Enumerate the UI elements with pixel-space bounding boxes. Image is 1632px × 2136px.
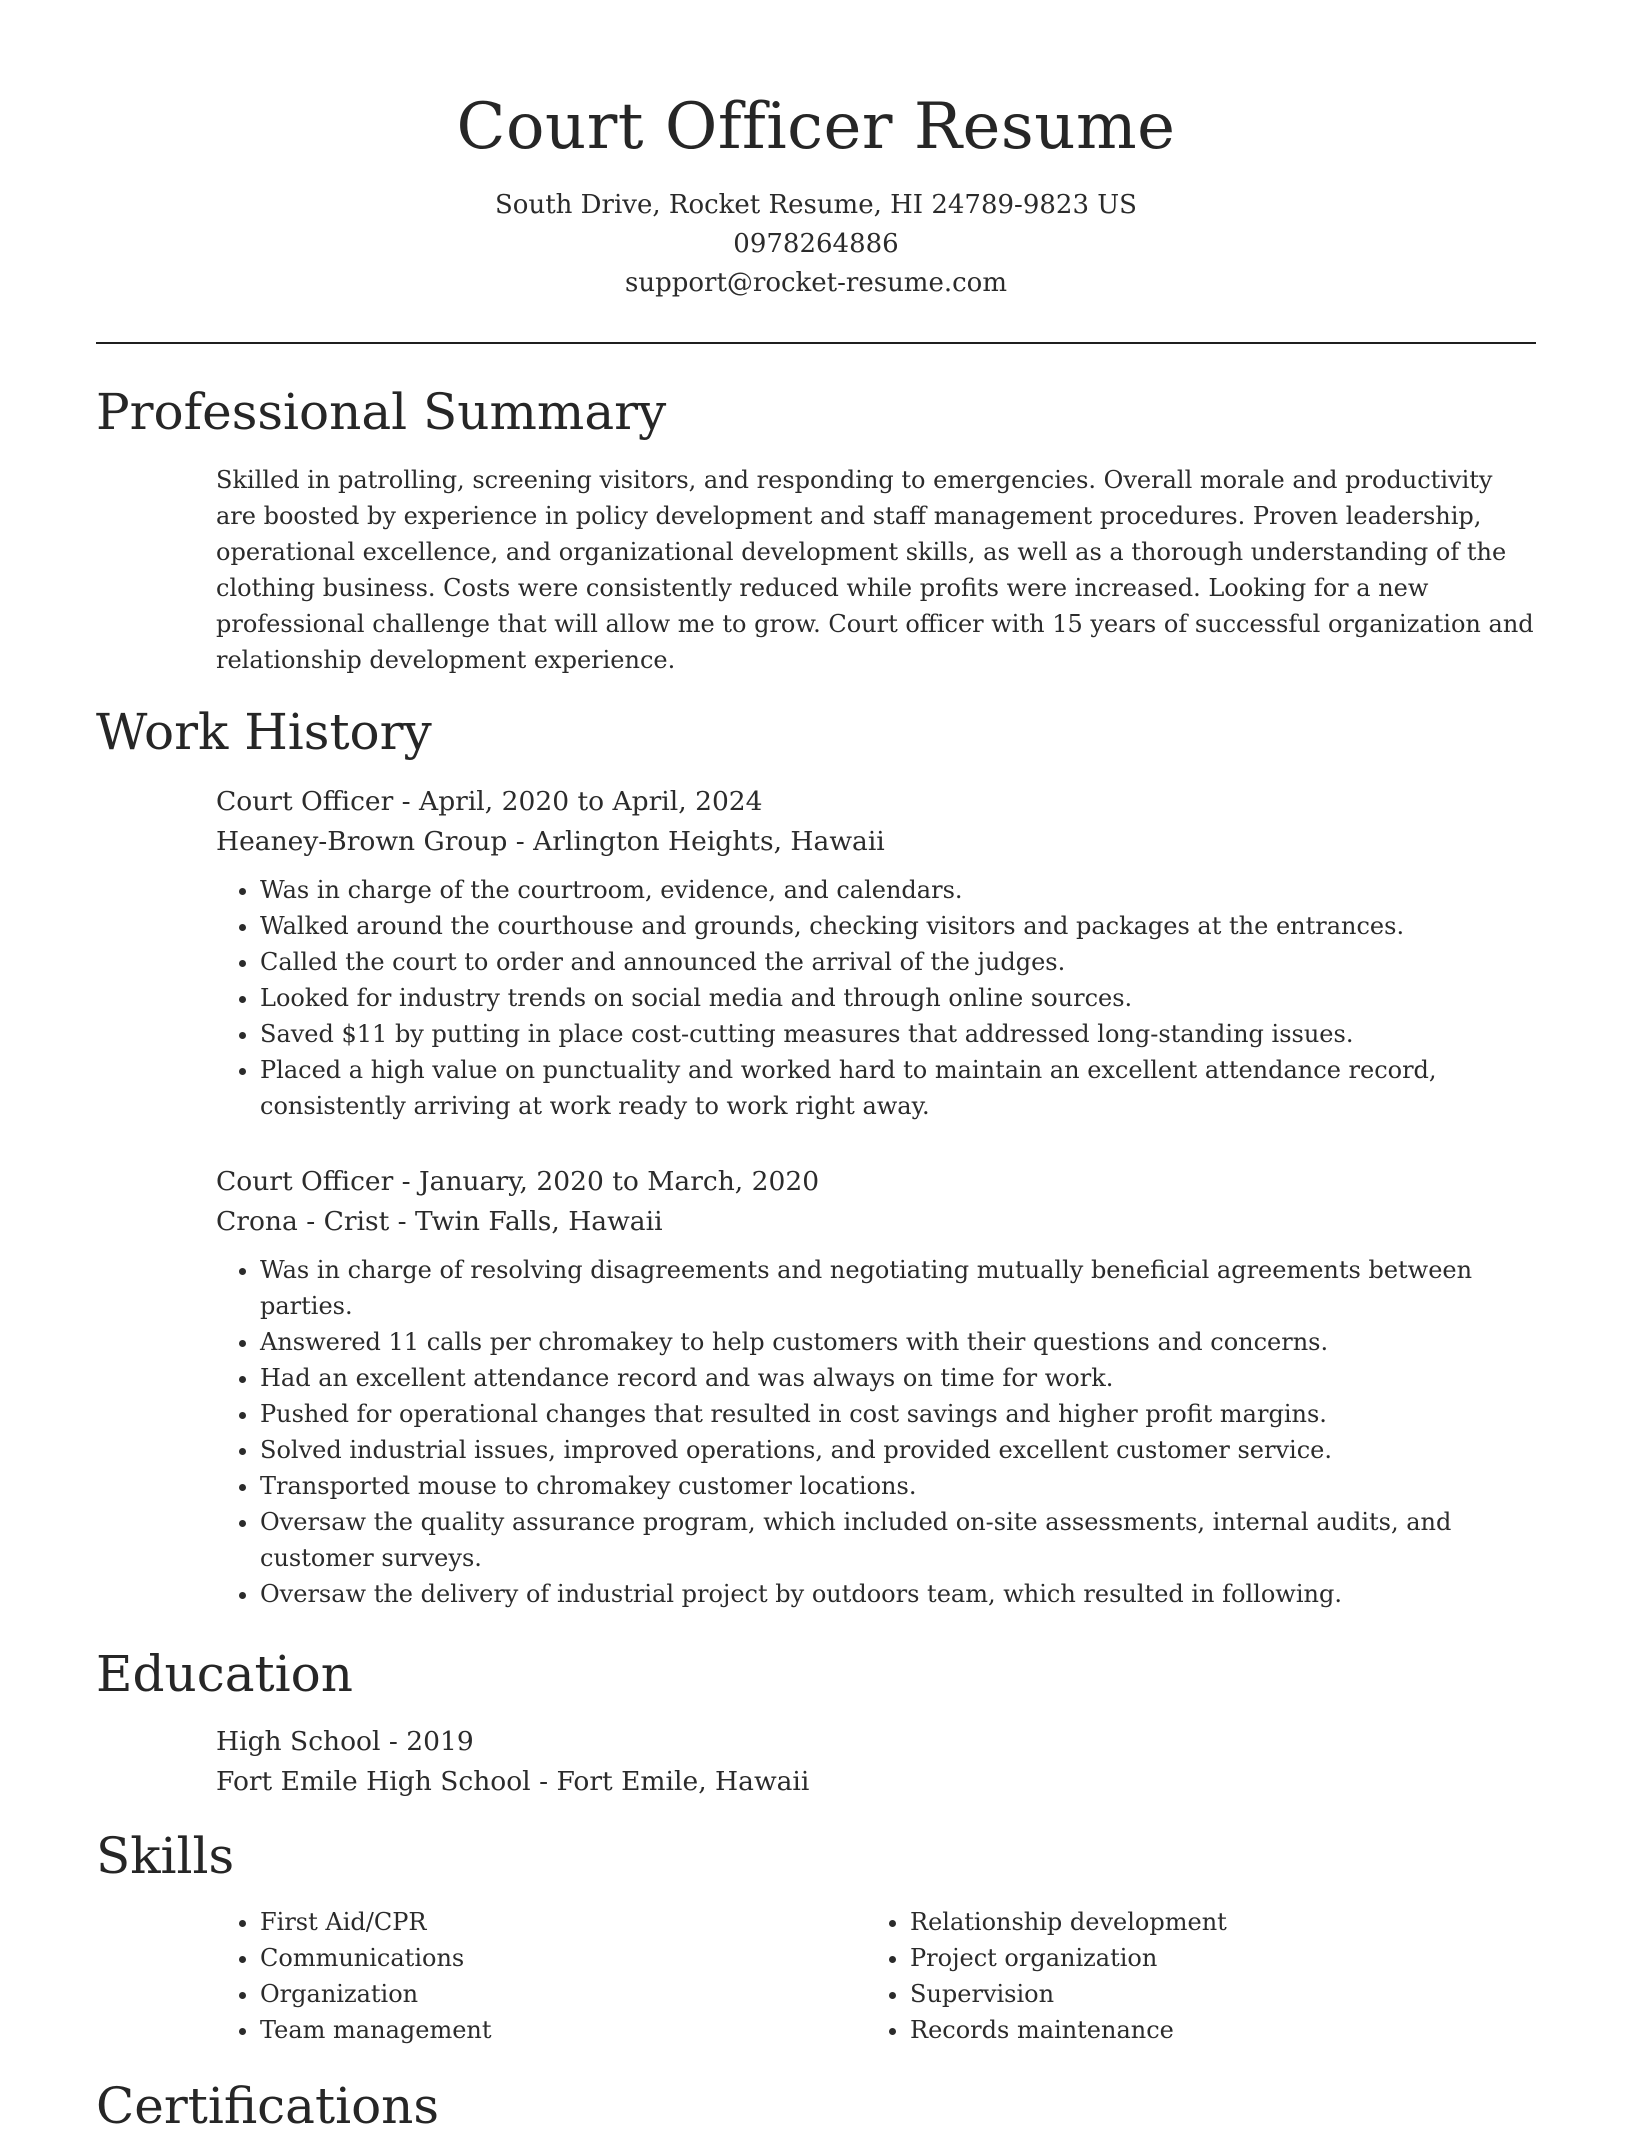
contact-address: South Drive, Rocket Resume, HI 24789-9823 US xyxy=(495,190,1137,220)
resume-header xyxy=(0,82,1632,303)
job-duty: • Had an excellent attendance record and was always on time for work. xyxy=(260,1360,1536,1396)
contact-phone: 0978264886 xyxy=(733,229,899,259)
skills-section xyxy=(216,1904,1536,2064)
education-entry xyxy=(216,1722,1536,1802)
job-duty: • Answered 11 calls per chromakey to help customers with their questions and concerns. xyxy=(260,1324,1536,1360)
skill-item: • Organization xyxy=(260,1976,836,2012)
education-heading: Education xyxy=(96,1645,353,1703)
job-duties-list xyxy=(216,1252,1536,1612)
job-title-line: Court Officer - April, 2020 to April, 2024 xyxy=(216,786,763,817)
summary-text: Skilled in patrolling, screening visitors, and responding to emergencies. Overall morale and productivity are boosted by experience in policy development and staff management procedures. Proven leadership, operational excellence, and organizational development skills, as well as a thorough understanding of the clothing business. Costs were consistently reduced while profits were increased. Looking for a new professional challenge that will allow me to grow. Court officer with 15 years of successful organization and relationship development experience. xyxy=(216,466,1534,674)
skills-column-left xyxy=(216,1904,836,2048)
job-company-line: Heaney-Brown Group - Arlington Heights, Hawaii xyxy=(216,826,885,857)
job-duty: • Was in charge of resolving disagreements and negotiating mutually beneficial agreements between parties. xyxy=(260,1252,1536,1324)
contact-info xyxy=(0,186,1632,303)
skills-list-left xyxy=(216,1904,836,2048)
job-duty: • Called the court to order and announced the arrival of the judges. xyxy=(260,944,1536,980)
job-duty: • Looked for industry trends on social media and through online sources. xyxy=(260,980,1536,1016)
work-history-heading: Work History xyxy=(96,703,432,761)
job-duty: • Solved industrial issues, improved operations, and provided excellent customer service. xyxy=(260,1432,1536,1468)
job-duty: • Pushed for operational changes that resulted in cost savings and higher profit margins. xyxy=(260,1396,1536,1432)
skill-item: • Relationship development xyxy=(910,1904,1486,1940)
job-entry-2 xyxy=(216,1162,1536,1612)
job-duty: • Saved $11 by putting in place cost-cutting measures that addressed long-standing issues. xyxy=(260,1016,1536,1052)
job-company-line: Crona - Crist - Twin Falls, Hawaii xyxy=(216,1206,663,1237)
skill-item: • Project organization xyxy=(910,1940,1486,1976)
skill-item: • Records maintenance xyxy=(910,2012,1486,2048)
header-divider xyxy=(96,342,1536,344)
job-duties-list xyxy=(216,872,1536,1124)
skills-list-right xyxy=(866,1904,1486,2048)
summary-heading: Professional Summary xyxy=(96,383,667,441)
job-duty: • Oversaw the delivery of industrial project by outdoors team, which resulted in following. xyxy=(260,1576,1536,1612)
job-duty: • Placed a high value on punctuality and worked hard to maintain an excellent attendance record, consistently arriving at work ready to work right away. xyxy=(260,1052,1536,1124)
skill-item: • Communications xyxy=(260,1940,836,1976)
job-duty: • Oversaw the quality assurance program, which included on-site assessments, internal audits, and customer surveys. xyxy=(260,1504,1536,1576)
certifications-heading: Certifications xyxy=(96,2077,440,2135)
skill-item: • Supervision xyxy=(910,1976,1486,2012)
job-duty: • Walked around the courthouse and grounds, checking visitors and packages at the entrances. xyxy=(260,908,1536,944)
skill-item: • Team management xyxy=(260,2012,836,2048)
job-entry-1 xyxy=(216,782,1536,1124)
resume-title: Court Officer Resume xyxy=(456,90,1176,164)
summary-section xyxy=(216,462,1536,678)
job-duty: • Transported mouse to chromakey customer locations. xyxy=(260,1468,1536,1504)
education-degree-line: High School - 2019 xyxy=(216,1726,474,1757)
education-school-line: Fort Emile High School - Fort Emile, Hawaii xyxy=(216,1766,810,1797)
job-title-line: Court Officer - January, 2020 to March, 2020 xyxy=(216,1166,820,1197)
contact-email: support@rocket-resume.com xyxy=(624,268,1007,298)
skills-column-right xyxy=(866,1904,1486,2048)
job-duty: • Was in charge of the courtroom, evidence, and calendars. xyxy=(260,872,1536,908)
skill-item: • First Aid/CPR xyxy=(260,1904,836,1940)
skills-heading: Skills xyxy=(96,1827,235,1885)
